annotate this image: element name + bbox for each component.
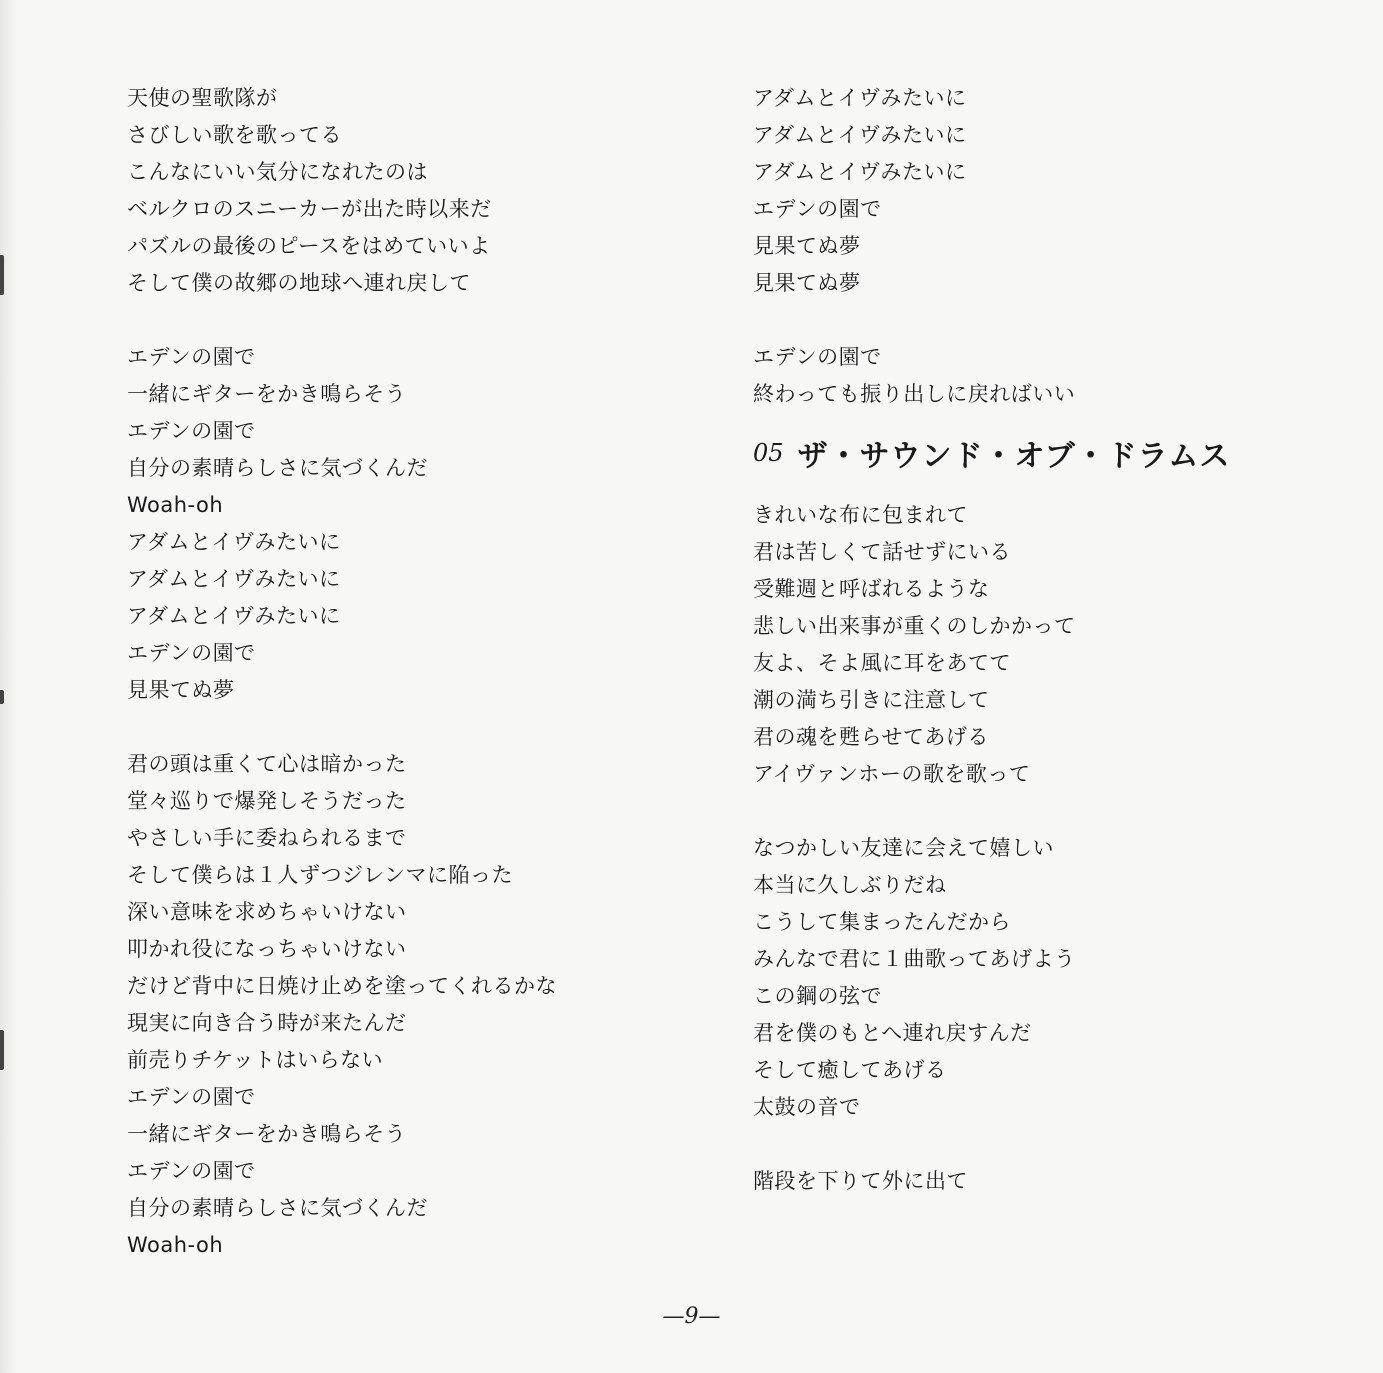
lyric-line: きれいな布に包まれて — [753, 503, 968, 527]
stanza-break — [753, 302, 1353, 339]
lyric-line: 天使の聖歌隊が — [127, 86, 278, 110]
lyric-line: アダムとイヴみたいに — [753, 86, 967, 110]
song-title: ザ・サウンド・オブ・ドラムス — [797, 439, 1231, 474]
binding-mark-middle — [0, 690, 4, 704]
page-number: —9— — [662, 1304, 721, 1329]
lyric-line: そして僕らは１人ずつジレンマに陥った — [127, 863, 513, 887]
lyric-line: エデンの園で — [753, 345, 882, 369]
lyric-line: Woah-oh — [127, 493, 224, 517]
stanza-break — [753, 1126, 1353, 1163]
lyric-line: なつかしい友達に会えて嬉しい — [753, 836, 1054, 860]
lyric-line: 受難週と呼ばれるような — [753, 577, 990, 601]
lyric-line: 一緒にギターをかき鳴らそう — [127, 1122, 407, 1146]
lyric-line: エデンの園で — [127, 419, 256, 443]
lyric-line: みんなで君に１曲歌ってあげよう — [753, 947, 1076, 971]
binding-mark-bottom — [0, 1030, 4, 1070]
lyric-line: ベルクロのスニーカーが出た時以来だ — [127, 197, 492, 221]
lyric-line: 友よ、そよ風に耳をあてて — [753, 651, 1011, 675]
lyric-line: エデンの園で — [127, 1159, 256, 1183]
lyric-line: 現実に向き合う時が来たんだ — [127, 1011, 407, 1035]
lyric-line: 君を僕のもとへ連れ戻すんだ — [753, 1021, 1032, 1045]
lyric-line: 終わっても振り出しに戻ればいい — [753, 382, 1076, 406]
lyric-line: 見果てぬ夢 — [753, 271, 861, 295]
lyric-line: アイヴァンホーの歌を歌って — [753, 762, 1031, 786]
lyric-line: エデンの園で — [127, 1085, 256, 1109]
lyric-line: 見果てぬ夢 — [753, 234, 861, 258]
lyric-line: アダムとイヴみたいに — [753, 160, 967, 184]
lyric-line: エデンの園で — [753, 197, 882, 221]
stanza-break — [127, 302, 687, 339]
lyric-line: この鋼の弦で — [753, 984, 882, 1008]
lyric-line: こうして集まったんだから — [753, 910, 1011, 934]
lyric-line: 自分の素晴らしさに気づくんだ — [127, 1196, 428, 1220]
song-lyrics — [753, 497, 1353, 1200]
lyric-line: 前売りチケットはいらない — [127, 1048, 384, 1072]
lyric-line: エデンの園で — [127, 345, 256, 369]
lyric-line: やさしい手に委ねられるまで — [127, 826, 407, 850]
lyric-line: アダムとイヴみたいに — [127, 604, 341, 628]
stanza-break — [753, 793, 1353, 830]
lyric-line: エデンの園で — [127, 641, 256, 665]
right-lyrics-column — [753, 80, 1353, 1200]
lyrics-continued — [753, 80, 1353, 413]
page-binding-shade — [0, 0, 16, 1373]
lyric-line: 悲しい出来事が重くのしかかって — [753, 614, 1076, 638]
lyric-line: 自分の素晴らしさに気づくんだ — [127, 456, 428, 480]
lyric-line: だけど背中に日焼け止めを塗ってくれるかな — [127, 974, 557, 998]
lyric-line: そして僕の故郷の地球へ連れ戻して — [127, 271, 471, 295]
lyric-line: 見果てぬ夢 — [127, 678, 235, 702]
lyric-line: 階段を下りて外に出て — [753, 1169, 968, 1193]
lyric-line: 君は苦しくて話せずにいる — [753, 540, 1011, 564]
lyric-line: アダムとイヴみたいに — [753, 123, 967, 147]
lyric-line: 堂々巡りで爆発しそうだった — [127, 789, 407, 813]
lyric-line: 君の頭は重くて心は暗かった — [127, 752, 407, 776]
lyric-line: パズルの最後のピースをはめていいよ — [127, 234, 491, 258]
lyric-line: さびしい歌を歌ってる — [127, 123, 342, 147]
lyric-line: 君の魂を甦らせてあげる — [753, 725, 989, 749]
lyric-line: 潮の満ち引きに注意して — [753, 688, 990, 712]
lyric-line: 本当に久しぶりだね — [753, 873, 947, 897]
lyric-line: アダムとイヴみたいに — [127, 567, 341, 591]
song-heading — [753, 421, 1353, 485]
lyric-line: そして癒してあげる — [753, 1058, 947, 1082]
binding-mark-top — [0, 255, 4, 295]
lyric-line: Woah-oh — [127, 1233, 224, 1257]
song-number: 05 — [753, 439, 784, 467]
lyric-line: 叩かれ役になっちゃいけない — [127, 937, 407, 961]
stanza-break — [127, 709, 687, 746]
lyric-line: 太鼓の音で — [753, 1095, 861, 1119]
left-lyrics-column — [127, 80, 687, 1264]
lyric-line: こんなにいい気分になれたのは — [127, 160, 428, 184]
lyric-line: 深い意味を求めちゃいけない — [127, 900, 407, 924]
lyric-line: 一緒にギターをかき鳴らそう — [127, 382, 407, 406]
lyric-line: アダムとイヴみたいに — [127, 530, 341, 554]
